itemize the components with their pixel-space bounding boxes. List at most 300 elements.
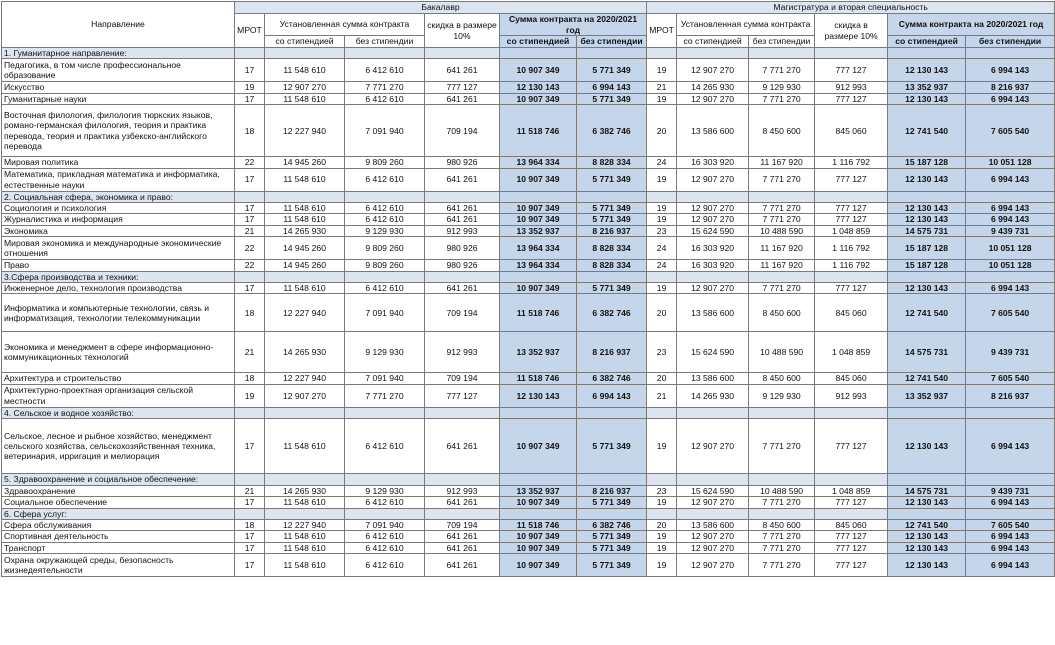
master-established-without-stipend-cell: 7 771 270: [749, 59, 815, 82]
bachelor-total-without-stipend-cell: 8 216 937: [577, 225, 647, 236]
master-discount-cell: 777 127: [815, 214, 888, 225]
section-empty-cell: [647, 48, 677, 59]
section-title: 1. Гуманитарное направление:: [2, 48, 235, 59]
master-total-without-stipend-cell: 8 216 937: [966, 82, 1055, 93]
bachelor-total-with-stipend-cell: 10 907 349: [500, 59, 577, 82]
section-empty-cell: [677, 191, 749, 202]
master-mrot-cell: 19: [647, 59, 677, 82]
section-empty-cell: [966, 48, 1055, 59]
bachelor-established-with-stipend-cell: 11 548 610: [265, 59, 345, 82]
table-row: [2, 203, 1055, 214]
bachelor-established-with-stipend-cell: 12 907 270: [265, 82, 345, 93]
section-row: [2, 48, 1055, 59]
master-total-without-stipend-cell: 8 216 937: [966, 384, 1055, 407]
master-discount-cell: 912 993: [815, 82, 888, 93]
master-total-with-stipend-cell: 12 130 143: [888, 542, 966, 553]
bachelor-established-without-stipend-cell: 7 091 940: [345, 519, 425, 530]
master-established-without-stipend-cell: 11 167 920: [749, 157, 815, 168]
bachelor-established-without-stipend-cell: 6 412 610: [345, 554, 425, 577]
master-discount-cell: 777 127: [815, 554, 888, 577]
master-mrot-cell: 24: [647, 260, 677, 271]
section-empty-cell: [577, 48, 647, 59]
bachelor-established-with-stipend-cell: 11 548 610: [265, 168, 345, 191]
section-empty-cell: [749, 508, 815, 519]
section-row: [2, 508, 1055, 519]
bachelor-total-with-stipend-cell: 11 518 746: [500, 373, 577, 384]
master-total-without-stipend-cell: 6 994 143: [966, 283, 1055, 294]
master-established-without-stipend-cell: 7 771 270: [749, 214, 815, 225]
master-mrot-cell: 20: [647, 294, 677, 332]
section-empty-cell: [345, 191, 425, 202]
master-total-without-stipend-cell: 6 994 143: [966, 497, 1055, 508]
direction-name: Восточная филология, филология тюркских языков, романо-германская филология, теория и практика перевода, теория и практика узбекско-английского перевода: [2, 105, 235, 157]
direction-name: Транспорт: [2, 542, 235, 553]
master-established-without-stipend-cell: 9 129 930: [749, 82, 815, 93]
bachelor-total-with-stipend-cell: 12 130 143: [500, 384, 577, 407]
master-total-with-stipend-cell: 12 130 143: [888, 93, 966, 104]
master-discount-cell: 1 116 792: [815, 157, 888, 168]
master-total-with-stipend-cell: 12 130 143: [888, 283, 966, 294]
table-row: [2, 519, 1055, 530]
section-empty-cell: [345, 407, 425, 418]
section-empty-cell: [677, 48, 749, 59]
bachelor-mrot-cell: 22: [235, 237, 265, 260]
master-mrot-cell: 20: [647, 519, 677, 530]
master-total-without-stipend-cell: 10 051 128: [966, 260, 1055, 271]
section-empty-cell: [815, 191, 888, 202]
bachelor-mrot-cell: 21: [235, 225, 265, 236]
master-total-with-stipend-cell: 12 130 143: [888, 531, 966, 542]
master-established-with-stipend-cell: 16 303 920: [677, 260, 749, 271]
section-empty-cell: [966, 474, 1055, 485]
bachelor-total-with-stipend-cell: 12 130 143: [500, 82, 577, 93]
bachelor-total-without-stipend-cell: 8 828 334: [577, 237, 647, 260]
bachelor-total-without-stipend-cell: 5 771 349: [577, 497, 647, 508]
bachelor-contract-total-header: Сумма контракта на 2020/2021 год: [500, 14, 647, 36]
master-established-without-stipend-cell: 7 771 270: [749, 531, 815, 542]
table-row: [2, 485, 1055, 496]
bachelor-established-without-stipend: без стипендии: [345, 36, 425, 48]
section-empty-cell: [235, 474, 265, 485]
master-total-with-stipend-cell: 15 187 128: [888, 157, 966, 168]
bachelor-discount-cell: 980 926: [425, 157, 500, 168]
table-row: [2, 225, 1055, 236]
master-mrot-cell: 19: [647, 554, 677, 577]
master-mrot-cell: 23: [647, 332, 677, 373]
master-established-without-stipend-cell: 10 488 590: [749, 485, 815, 496]
bachelor-mrot-cell: 19: [235, 384, 265, 407]
section-empty-cell: [235, 508, 265, 519]
table-row: [2, 82, 1055, 93]
bachelor-mrot-cell: 17: [235, 168, 265, 191]
bachelor-established-without-stipend-cell: 6 412 610: [345, 203, 425, 214]
bachelor-mrot-header: МРОТ: [235, 14, 265, 48]
direction-name: Искусство: [2, 82, 235, 93]
bachelor-total-with-stipend-cell: 13 352 937: [500, 225, 577, 236]
direction-name: Экономика: [2, 225, 235, 236]
bachelor-total-without-stipend-cell: 5 771 349: [577, 554, 647, 577]
master-total-with-stipend-cell: 12 130 143: [888, 497, 966, 508]
master-established-without-stipend: без стипендии: [749, 36, 815, 48]
tuition-table: [1, 1, 1055, 577]
section-empty-cell: [647, 191, 677, 202]
table-row: [2, 283, 1055, 294]
bachelor-established-with-stipend-cell: 14 265 930: [265, 225, 345, 236]
bachelor-established-without-stipend-cell: 6 412 610: [345, 531, 425, 542]
master-discount-cell: 845 060: [815, 105, 888, 157]
section-empty-cell: [677, 407, 749, 418]
section-empty-cell: [425, 474, 500, 485]
section-empty-cell: [647, 508, 677, 519]
bachelor-discount-cell: 641 261: [425, 419, 500, 474]
bachelor-established-with-stipend-cell: 11 548 610: [265, 93, 345, 104]
section-title: 6. Сфера услуг:: [2, 508, 235, 519]
bachelor-established-with-stipend-cell: 12 907 270: [265, 384, 345, 407]
bachelor-total-without-stipend-cell: 5 771 349: [577, 203, 647, 214]
bachelor-total-with-stipend-cell: 13 964 334: [500, 260, 577, 271]
direction-header: Направление: [2, 2, 235, 48]
table-row: [2, 214, 1055, 225]
bachelor-mrot-cell: 18: [235, 373, 265, 384]
section-empty-cell: [500, 48, 577, 59]
table-row: [2, 260, 1055, 271]
bachelor-total-without-stipend-cell: 6 994 143: [577, 82, 647, 93]
bachelor-established-with-stipend-cell: 12 227 940: [265, 294, 345, 332]
section-empty-cell: [815, 474, 888, 485]
bachelor-discount-cell: 641 261: [425, 214, 500, 225]
bachelor-total-without-stipend-cell: 6 382 746: [577, 519, 647, 530]
master-established-with-stipend: со стипендией: [677, 36, 749, 48]
section-row: [2, 474, 1055, 485]
direction-name: Инженерное дело, технология производства: [2, 283, 235, 294]
bachelor-established-with-stipend-cell: 11 548 610: [265, 497, 345, 508]
bachelor-established-with-stipend-cell: 11 548 610: [265, 419, 345, 474]
bachelor-mrot-cell: 17: [235, 531, 265, 542]
master-total-without-stipend-cell: 10 051 128: [966, 237, 1055, 260]
master-total-without-stipend-cell: 7 605 540: [966, 105, 1055, 157]
master-total-without-stipend-cell: 7 605 540: [966, 519, 1055, 530]
bachelor-established-without-stipend-cell: 6 412 610: [345, 283, 425, 294]
section-empty-cell: [500, 191, 577, 202]
bachelor-mrot-cell: 17: [235, 214, 265, 225]
master-established-with-stipend-cell: 12 907 270: [677, 59, 749, 82]
bachelor-discount-cell: 641 261: [425, 283, 500, 294]
table-row: [2, 105, 1055, 157]
bachelor-mrot-cell: 17: [235, 93, 265, 104]
bachelor-total-without-stipend-cell: 6 994 143: [577, 384, 647, 407]
master-established-without-stipend-cell: 7 771 270: [749, 497, 815, 508]
bachelor-established-without-stipend-cell: 6 412 610: [345, 497, 425, 508]
bachelor-discount-cell: 641 261: [425, 531, 500, 542]
bachelor-mrot-cell: 17: [235, 497, 265, 508]
direction-name: Охрана окружающей среды, безопасность жизнедеятельности: [2, 554, 235, 577]
bachelor-discount-header: скидка в размере 10%: [425, 14, 500, 48]
master-total-with-stipend-cell: 15 187 128: [888, 237, 966, 260]
section-empty-cell: [888, 407, 966, 418]
master-discount-cell: 777 127: [815, 531, 888, 542]
master-mrot-header: МРОТ: [647, 14, 677, 48]
master-total-without-stipend-cell: 6 994 143: [966, 554, 1055, 577]
bachelor-established-without-stipend-cell: 6 412 610: [345, 59, 425, 82]
master-total-without-stipend-cell: 9 439 731: [966, 332, 1055, 373]
master-established-without-stipend-cell: 7 771 270: [749, 203, 815, 214]
master-established-without-stipend-cell: 8 450 600: [749, 519, 815, 530]
master-total-with-stipend-cell: 14 575 731: [888, 225, 966, 236]
master-header: Магистратура и вторая специальность: [647, 2, 1055, 14]
master-mrot-cell: 19: [647, 214, 677, 225]
bachelor-total-without-stipend-cell: 8 216 937: [577, 485, 647, 496]
section-empty-cell: [577, 271, 647, 282]
section-empty-cell: [265, 48, 345, 59]
section-empty-cell: [500, 508, 577, 519]
master-established-without-stipend-cell: 7 771 270: [749, 419, 815, 474]
master-established-without-stipend-cell: 8 450 600: [749, 105, 815, 157]
bachelor-established-with-stipend-cell: 14 265 930: [265, 332, 345, 373]
master-established-with-stipend-cell: 16 303 920: [677, 157, 749, 168]
bachelor-established-without-stipend-cell: 6 412 610: [345, 168, 425, 191]
bachelor-established-with-stipend-cell: 12 227 940: [265, 519, 345, 530]
master-established-without-stipend-cell: 7 771 270: [749, 542, 815, 553]
bachelor-mrot-cell: 18: [235, 294, 265, 332]
bachelor-established-with-stipend-cell: 11 548 610: [265, 554, 345, 577]
bachelor-established-without-stipend-cell: 7 091 940: [345, 105, 425, 157]
master-mrot-cell: 19: [647, 93, 677, 104]
master-established-with-stipend-cell: 13 586 600: [677, 373, 749, 384]
section-empty-cell: [815, 407, 888, 418]
bachelor-established-with-stipend-cell: 11 548 610: [265, 214, 345, 225]
table-row: [2, 531, 1055, 542]
section-empty-cell: [577, 191, 647, 202]
bachelor-established-without-stipend-cell: 6 412 610: [345, 214, 425, 225]
master-mrot-cell: 19: [647, 497, 677, 508]
bachelor-mrot-cell: 17: [235, 554, 265, 577]
bachelor-total-with-stipend-cell: 11 518 746: [500, 519, 577, 530]
bachelor-discount-cell: 641 261: [425, 168, 500, 191]
bachelor-total-with-stipend-cell: 10 907 349: [500, 93, 577, 104]
master-total-without-stipend-cell: 6 994 143: [966, 93, 1055, 104]
direction-name: Сфера обслуживания: [2, 519, 235, 530]
bachelor-total-without-stipend-cell: 5 771 349: [577, 419, 647, 474]
master-total-without-stipend-cell: 6 994 143: [966, 59, 1055, 82]
bachelor-mrot-cell: 21: [235, 332, 265, 373]
master-established-header: Установленная сумма контракта: [677, 14, 815, 36]
table-row: [2, 157, 1055, 168]
bachelor-total-with-stipend-cell: 10 907 349: [500, 542, 577, 553]
bachelor-mrot-cell: 17: [235, 283, 265, 294]
master-established-with-stipend-cell: 12 907 270: [677, 168, 749, 191]
bachelor-total-with-stipend-cell: 13 964 334: [500, 237, 577, 260]
section-empty-cell: [500, 271, 577, 282]
master-total-with-stipend-cell: 14 575 731: [888, 332, 966, 373]
bachelor-established-without-stipend-cell: 6 412 610: [345, 93, 425, 104]
section-empty-cell: [265, 407, 345, 418]
master-total-with-stipend-cell: 12 741 540: [888, 519, 966, 530]
master-mrot-cell: 19: [647, 419, 677, 474]
section-empty-cell: [577, 407, 647, 418]
section-empty-cell: [815, 48, 888, 59]
master-total-without-stipend-cell: 7 605 540: [966, 294, 1055, 332]
direction-name: Архитектура и строительство: [2, 373, 235, 384]
master-established-with-stipend-cell: 12 907 270: [677, 531, 749, 542]
section-empty-cell: [425, 191, 500, 202]
master-established-with-stipend-cell: 12 907 270: [677, 497, 749, 508]
bachelor-total-with-stipend-cell: 11 518 746: [500, 105, 577, 157]
direction-name: Информатика и компьютерные технологии, связь и информатизация, технологии телекоммуникации: [2, 294, 235, 332]
bachelor-total-with-stipend: со стипендией: [500, 36, 577, 48]
bachelor-established-without-stipend-cell: 6 412 610: [345, 419, 425, 474]
section-empty-cell: [577, 508, 647, 519]
section-empty-cell: [966, 407, 1055, 418]
section-empty-cell: [647, 474, 677, 485]
direction-name: Здравоохранение: [2, 485, 235, 496]
bachelor-total-without-stipend-cell: 5 771 349: [577, 214, 647, 225]
master-total-without-stipend-cell: 6 994 143: [966, 168, 1055, 191]
master-discount-cell: 777 127: [815, 419, 888, 474]
master-established-without-stipend-cell: 7 771 270: [749, 283, 815, 294]
bachelor-total-without-stipend-cell: 8 216 937: [577, 332, 647, 373]
bachelor-established-with-stipend-cell: 11 548 610: [265, 531, 345, 542]
bachelor-established-without-stipend-cell: 7 091 940: [345, 294, 425, 332]
bachelor-discount-cell: 709 194: [425, 294, 500, 332]
master-discount-cell: 845 060: [815, 294, 888, 332]
section-empty-cell: [500, 474, 577, 485]
bachelor-discount-cell: 641 261: [425, 554, 500, 577]
bachelor-established-with-stipend-cell: 14 945 260: [265, 237, 345, 260]
section-empty-cell: [749, 271, 815, 282]
section-empty-cell: [577, 474, 647, 485]
section-empty-cell: [345, 474, 425, 485]
master-discount-cell: 777 127: [815, 59, 888, 82]
table-row: [2, 542, 1055, 553]
master-discount-cell: 1 116 792: [815, 260, 888, 271]
table-row: [2, 168, 1055, 191]
direction-name: Педагогика, в том числе профессиональное образование: [2, 59, 235, 82]
master-established-with-stipend-cell: 12 907 270: [677, 554, 749, 577]
bachelor-established-header: Установленная сумма контракта: [265, 14, 425, 36]
direction-name: Гуманитарные науки: [2, 93, 235, 104]
direction-name: Мировая экономика и международные экономические отношения: [2, 237, 235, 260]
master-total-without-stipend: без стипендии: [966, 36, 1055, 48]
section-empty-cell: [749, 191, 815, 202]
master-established-with-stipend-cell: 14 265 930: [677, 384, 749, 407]
bachelor-total-without-stipend-cell: 5 771 349: [577, 59, 647, 82]
master-established-with-stipend-cell: 15 624 590: [677, 485, 749, 496]
master-total-with-stipend-cell: 12 130 143: [888, 59, 966, 82]
master-discount-header: скидка в размере 10%: [815, 14, 888, 48]
table-row: [2, 373, 1055, 384]
master-total-with-stipend-cell: 15 187 128: [888, 260, 966, 271]
master-discount-cell: 777 127: [815, 203, 888, 214]
table-row: [2, 332, 1055, 373]
master-established-without-stipend-cell: 8 450 600: [749, 294, 815, 332]
section-empty-cell: [265, 508, 345, 519]
bachelor-total-without-stipend-cell: 6 382 746: [577, 373, 647, 384]
section-empty-cell: [966, 508, 1055, 519]
section-empty-cell: [425, 508, 500, 519]
bachelor-total-with-stipend-cell: 10 907 349: [500, 497, 577, 508]
direction-name: Экономика и менеджмент в сфере информационно-коммуникационных технологий: [2, 332, 235, 373]
master-established-with-stipend-cell: 13 586 600: [677, 519, 749, 530]
bachelor-total-with-stipend-cell: 10 907 349: [500, 168, 577, 191]
section-empty-cell: [425, 48, 500, 59]
master-discount-cell: 777 127: [815, 542, 888, 553]
bachelor-discount-cell: 777 127: [425, 82, 500, 93]
master-total-with-stipend-cell: 12 741 540: [888, 373, 966, 384]
bachelor-mrot-cell: 17: [235, 419, 265, 474]
master-discount-cell: 845 060: [815, 373, 888, 384]
section-empty-cell: [235, 407, 265, 418]
table-row: [2, 554, 1055, 577]
master-discount-cell: 912 993: [815, 384, 888, 407]
bachelor-total-with-stipend-cell: 13 352 937: [500, 332, 577, 373]
table-body: [2, 48, 1055, 577]
section-empty-cell: [677, 508, 749, 519]
master-total-without-stipend-cell: 9 439 731: [966, 225, 1055, 236]
section-empty-cell: [647, 407, 677, 418]
bachelor-total-without-stipend-cell: 8 828 334: [577, 157, 647, 168]
section-empty-cell: [345, 271, 425, 282]
master-total-with-stipend-cell: 12 130 143: [888, 419, 966, 474]
section-title: 3.Сфера производства и техники:: [2, 271, 235, 282]
section-empty-cell: [425, 271, 500, 282]
master-established-with-stipend-cell: 12 907 270: [677, 283, 749, 294]
table-row: [2, 419, 1055, 474]
bachelor-total-without-stipend-cell: 5 771 349: [577, 93, 647, 104]
section-empty-cell: [888, 271, 966, 282]
bachelor-total-without-stipend-cell: 6 382 746: [577, 294, 647, 332]
master-discount-cell: 777 127: [815, 283, 888, 294]
bachelor-established-without-stipend-cell: 6 412 610: [345, 542, 425, 553]
section-empty-cell: [966, 271, 1055, 282]
section-row: [2, 407, 1055, 418]
master-discount-cell: 1 048 859: [815, 332, 888, 373]
bachelor-discount-cell: 641 261: [425, 497, 500, 508]
bachelor-established-with-stipend: со стипендией: [265, 36, 345, 48]
section-title: 2. Социальная сфера, экономика и право:: [2, 191, 235, 202]
master-total-without-stipend-cell: 10 051 128: [966, 157, 1055, 168]
bachelor-discount-cell: 641 261: [425, 203, 500, 214]
master-established-without-stipend-cell: 7 771 270: [749, 168, 815, 191]
table-row: [2, 384, 1055, 407]
direction-name: Журналистика и информация: [2, 214, 235, 225]
master-established-without-stipend-cell: 7 771 270: [749, 554, 815, 577]
table-row: [2, 93, 1055, 104]
bachelor-discount-cell: 641 261: [425, 542, 500, 553]
section-empty-cell: [647, 271, 677, 282]
direction-name: Право: [2, 260, 235, 271]
direction-name: Архитектурно-проектная организация сельской местности: [2, 384, 235, 407]
section-row: [2, 191, 1055, 202]
master-mrot-cell: 19: [647, 542, 677, 553]
bachelor-established-with-stipend-cell: 14 265 930: [265, 485, 345, 496]
section-empty-cell: [265, 191, 345, 202]
section-empty-cell: [345, 48, 425, 59]
section-title: 5. Здравоохранение и социальное обеспечение:: [2, 474, 235, 485]
master-total-with-stipend-cell: 12 130 143: [888, 554, 966, 577]
bachelor-total-with-stipend-cell: 10 907 349: [500, 214, 577, 225]
bachelor-established-with-stipend-cell: 11 548 610: [265, 283, 345, 294]
bachelor-discount-cell: 641 261: [425, 93, 500, 104]
master-discount-cell: 777 127: [815, 497, 888, 508]
bachelor-established-with-stipend-cell: 11 548 610: [265, 542, 345, 553]
section-empty-cell: [888, 508, 966, 519]
master-established-without-stipend-cell: 9 129 930: [749, 384, 815, 407]
bachelor-total-with-stipend-cell: 10 907 349: [500, 419, 577, 474]
bachelor-established-without-stipend-cell: 9 129 930: [345, 225, 425, 236]
bachelor-mrot-cell: 22: [235, 157, 265, 168]
direction-name: Сельское, лесное и рыбное хозяйство, менеджмент сельского хозяйства, сельскохозяйственная техника, ветеринария, ирригация и мелиорация: [2, 419, 235, 474]
master-total-without-stipend-cell: 6 994 143: [966, 542, 1055, 553]
